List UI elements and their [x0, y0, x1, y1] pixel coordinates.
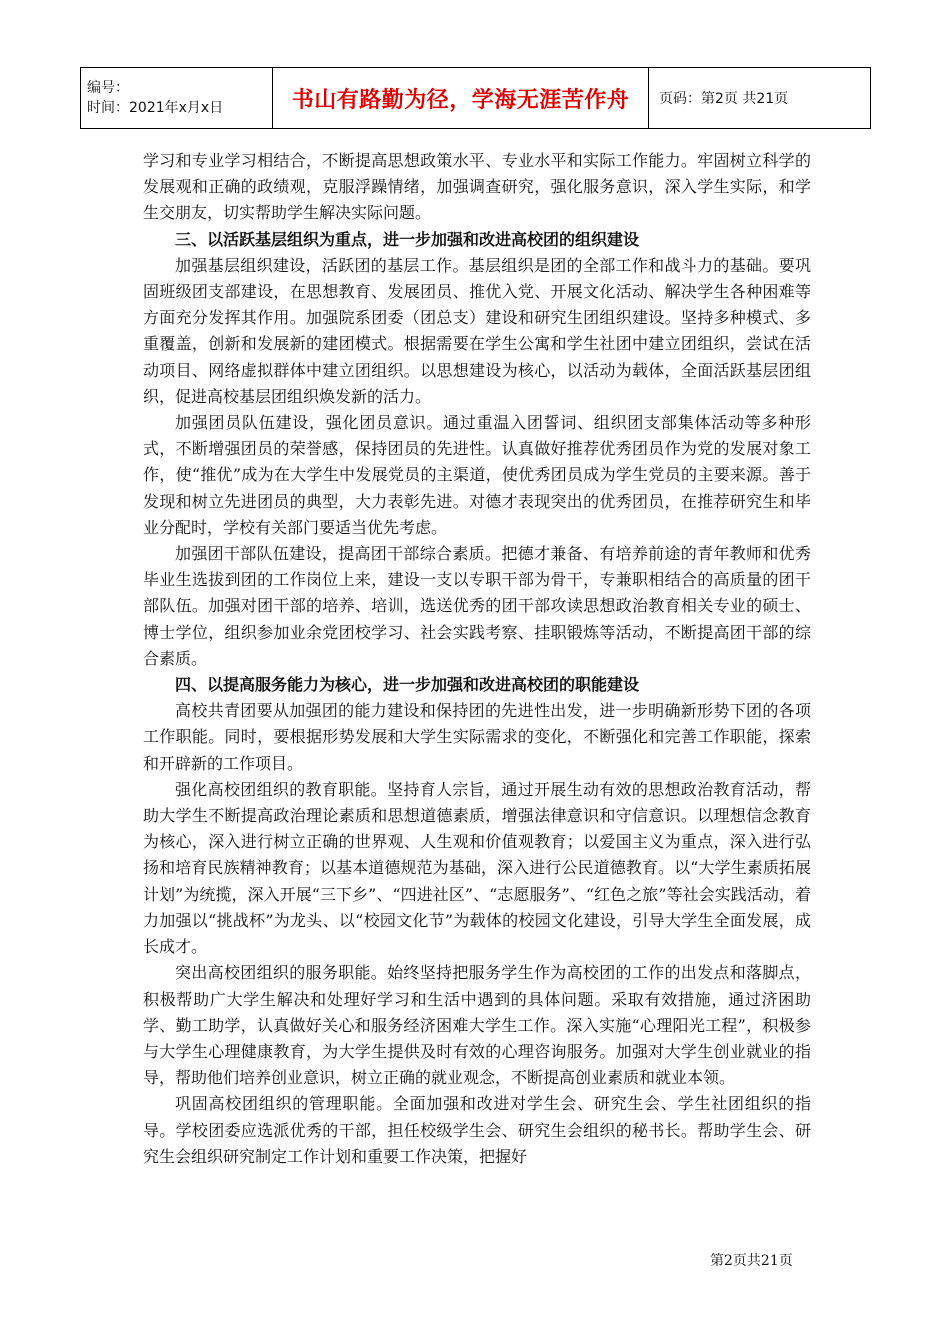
paragraph-lead: 突出高校团组织的服务职能。: [175, 963, 388, 983]
section-heading: 三、以活跃基层组织为重点，进一步加强和改进高校团的组织建设: [175, 229, 640, 249]
paragraph-text: 坚持育人宗旨，通过开展生动有效的思想政治教育活动，帮助大学生不断提高政治理论素质和思想道德素质，增强法律意识和守信意识。以理想信念教育为核心，深入进行树立正确的世界观、人生观和价值观教育；以爱国主义为重点，深入进行弘扬和培育民族精神教育；以基本道德规范为基础，深入进行公民道德教育。以“大学生素质拓展计划”为统揽，深入开展“三下乡”、“四进社区”、“志愿服务”、“红色之旅”等社会实践活动，着力加强以“挑战杯”为龙头、以“校园文化节”为载体的校园文化建设，引导大学生全面发展，成长成才。: [143, 779, 811, 957]
paragraph-text: 始终坚持把服务学生作为高校团的工作的出发点和落脚点，积极帮助广大学生解决和处理好学习和生活中遇到的具体问题。采取有效措施，通过济困助学、勤工助学，认真做好关心和服务经济困难大学生工作。深入实施“心理阳光工程”，积极参与大学生心理健康教育，为大学生提供及时有效的心理咨询服务。加强对大学生创业就业的指导，帮助他们培养创业意识，树立正确的就业观念，不断提高创业素质和就业本领。: [143, 963, 811, 1088]
paragraph-lead: 加强团员队伍建设，强化团员意识。: [175, 413, 444, 433]
body-paragraph: [143, 1091, 811, 1170]
body-paragraph: [143, 960, 811, 1091]
page-footer: 第2页共21页: [710, 1253, 793, 1269]
header-meta: [81, 68, 273, 129]
paragraph-text: 通过重温入团誓词、组织团支部集体活动等多种形式，不断增强团员的荣誉感，保持团员的先进性。认真做好推荐优秀团员作为党的发展对象工作，使“推优”成为在大学生中发展党员的主渠道，使优秀团员成为学生党员的主要来源。善于发现和树立先进团员的典型，大力表彰先进。对德才表现突出的优秀团员，在推荐研究生和毕业分配时，学校有关部门要适当优先考虑。: [143, 413, 811, 537]
body-paragraph: [143, 541, 811, 672]
paragraph-lead: 巩固高校团组织的管理职能。: [175, 1094, 393, 1114]
body-paragraph: [143, 253, 811, 410]
document-body: [143, 148, 811, 1170]
section-heading: 四、以提高服务能力为核心，进一步加强和改进高校团的职能建设: [175, 675, 640, 695]
paragraph-text: 基层组织是团的全部工作和战斗力的基础。要巩固班级团支部建设，在思想教育、发展团员、推优入党、开展文化活动、解决学生各种困难等方面充分发挥其作用。加强院系团委（团总支）建设和研究生团组织建设。坚持多种模式、多重覆盖，创新和发展新的建团模式。根据需要在学生公寓和学生社团中建立团组织，尝试在活动项目、网络虚拟群体中建立团组织。以思想建设为核心，以活动为载体，全面活跃基层团组织，促进高校基层团组织焕发新的活力。: [143, 255, 811, 406]
paragraph-text: 高校共青团要从加强团的能力建设和保持团的先进性出发，进一步明确新形势下团的各项工作职能。同时，要根据形势发展和大学生实际需求的变化，不断强化和完善工作职能，探索和开辟新的工作项目。: [143, 701, 811, 773]
body-paragraph: [143, 777, 811, 960]
paragraph-lead: 加强团干部队伍建设，提高团干部综合素质。: [175, 544, 502, 564]
document-date-label: 时间：2021年x月x日: [87, 100, 224, 116]
paragraph-lead: 强化高校团组织的教育职能。: [175, 779, 388, 799]
paragraph-text: 学习和专业学习相结合，不断提高思想政策水平、专业水平和实际工作能力。牢固树立科学的发展观和正确的政绩观，克服浮躁情绪，加强调查研究，强化服务意识，深入学生实际，和学生交朋友，切实帮助学生解决实际问题。: [143, 151, 811, 223]
body-paragraph: [143, 148, 811, 227]
page-header: [80, 67, 871, 129]
body-paragraph: [143, 698, 811, 777]
document-number-label: 编号：: [87, 80, 129, 96]
paragraph-text: 全面加强和改进对学生会、研究生会、学生社团组织的指导。学校团委应选派优秀的干部，担任校级学生会、研究生会组织的秘书长。帮助学生会、研究生会组织研究制定工作计划和重要工作决策，把握好: [143, 1094, 811, 1166]
paragraph-text: 把德才兼备、有培养前途的青年教师和优秀毕业生选拔到团的工作岗位上来，建设一支以专职干部为骨干，专兼职相结合的高质量的团干部队伍。加强对团干部的培养、培训，选送优秀的团干部攻读思想政治教育相关专业的硕士、博士学位，组织参加业余党团校学习、社会实践考察、挂职锻炼等活动，不断提高团干部的综合素质。: [143, 544, 811, 668]
header-page-info: 页码：第2页 共21页: [649, 68, 871, 129]
body-paragraph: [143, 410, 811, 541]
paragraph-lead: 加强基层组织建设，活跃团的基层工作。: [175, 255, 469, 275]
header-motto: 书山有路勤为径，学海无涯苦作舟: [273, 68, 649, 129]
